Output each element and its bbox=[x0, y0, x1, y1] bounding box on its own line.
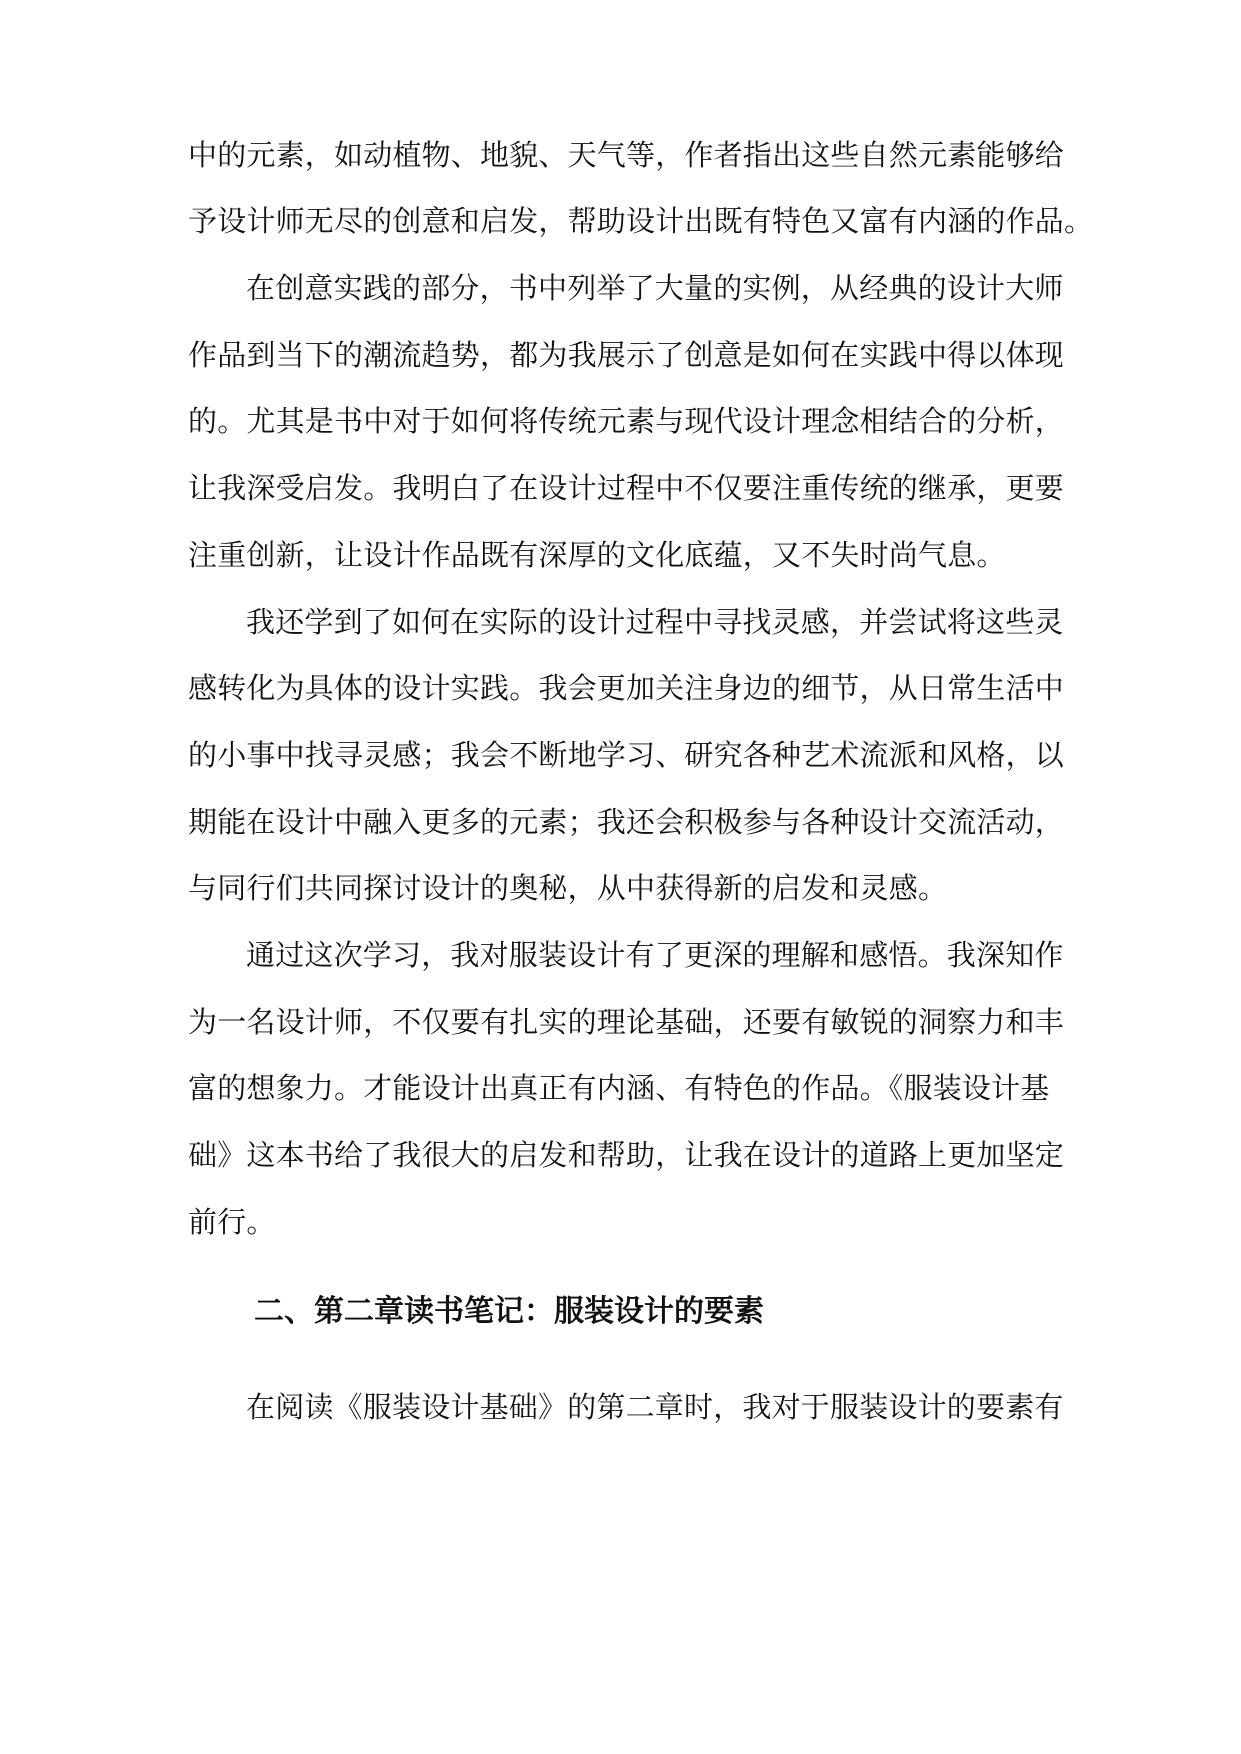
text-line: 注重创新，让设计作品既有深厚的文化底蕴，又不失时尚气息。 bbox=[188, 538, 1006, 572]
text-line: 前行。 bbox=[188, 1205, 276, 1239]
text-line: 作品到当下的潮流趋势，都为我展示了创意是如何在实践中得以体现 bbox=[188, 338, 1065, 372]
text-line: 让我深受启发。我明白了在设计过程中不仅要注重传统的继承，更要 bbox=[188, 471, 1065, 505]
text-line: 在创意实践的部分，书中列举了大量的实例，从经典的设计大师 bbox=[246, 271, 1064, 305]
text-line: 期能在设计中融入更多的元素；我还会积极参与各种设计交流活动， bbox=[188, 805, 1065, 839]
text-line: 通过这次学习，我对服装设计有了更深的理解和感悟。我深知作 bbox=[246, 938, 1064, 972]
text-line: 我还学到了如何在实际的设计过程中寻找灵感，并尝试将这些灵 bbox=[246, 605, 1064, 639]
text-line: 予设计师无尽的创意和启发，帮助设计出既有特色又富有内涵的作品。 bbox=[188, 204, 1094, 238]
text-line: 的。尤其是书中对于如何将传统元素与现代设计理念相结合的分析， bbox=[188, 404, 1065, 438]
text-line: 础》这本书给了我很大的启发和帮助，让我在设计的道路上更加坚定 bbox=[188, 1138, 1065, 1172]
text-line: 的小事中找寻灵感；我会不断地学习、研究各种艺术流派和风格，以 bbox=[188, 738, 1065, 772]
text-line: 在阅读《服装设计基础》的第二章时，我对于服装设计的要素有 bbox=[246, 1390, 1064, 1424]
text-line: 中的元素，如动植物、地貌、天气等，作者指出这些自然元素能够给 bbox=[188, 138, 1065, 172]
section-heading: 二、第二章读书笔记：服装设计的要素 bbox=[254, 1294, 764, 1329]
text-line: 富的想象力。才能设计出真正有内涵、有特色的作品。《服装设计基 bbox=[188, 1071, 1050, 1105]
text-line: 与同行们共同探讨设计的奥秘，从中获得新的启发和灵感。 bbox=[188, 871, 948, 905]
text-line: 感转化为具体的设计实践。我会更加关注身边的细节，从日常生活中 bbox=[188, 671, 1065, 705]
text-line: 为一名设计师，不仅要有扎实的理论基础，还要有敏锐的洞察力和丰 bbox=[188, 1005, 1065, 1039]
